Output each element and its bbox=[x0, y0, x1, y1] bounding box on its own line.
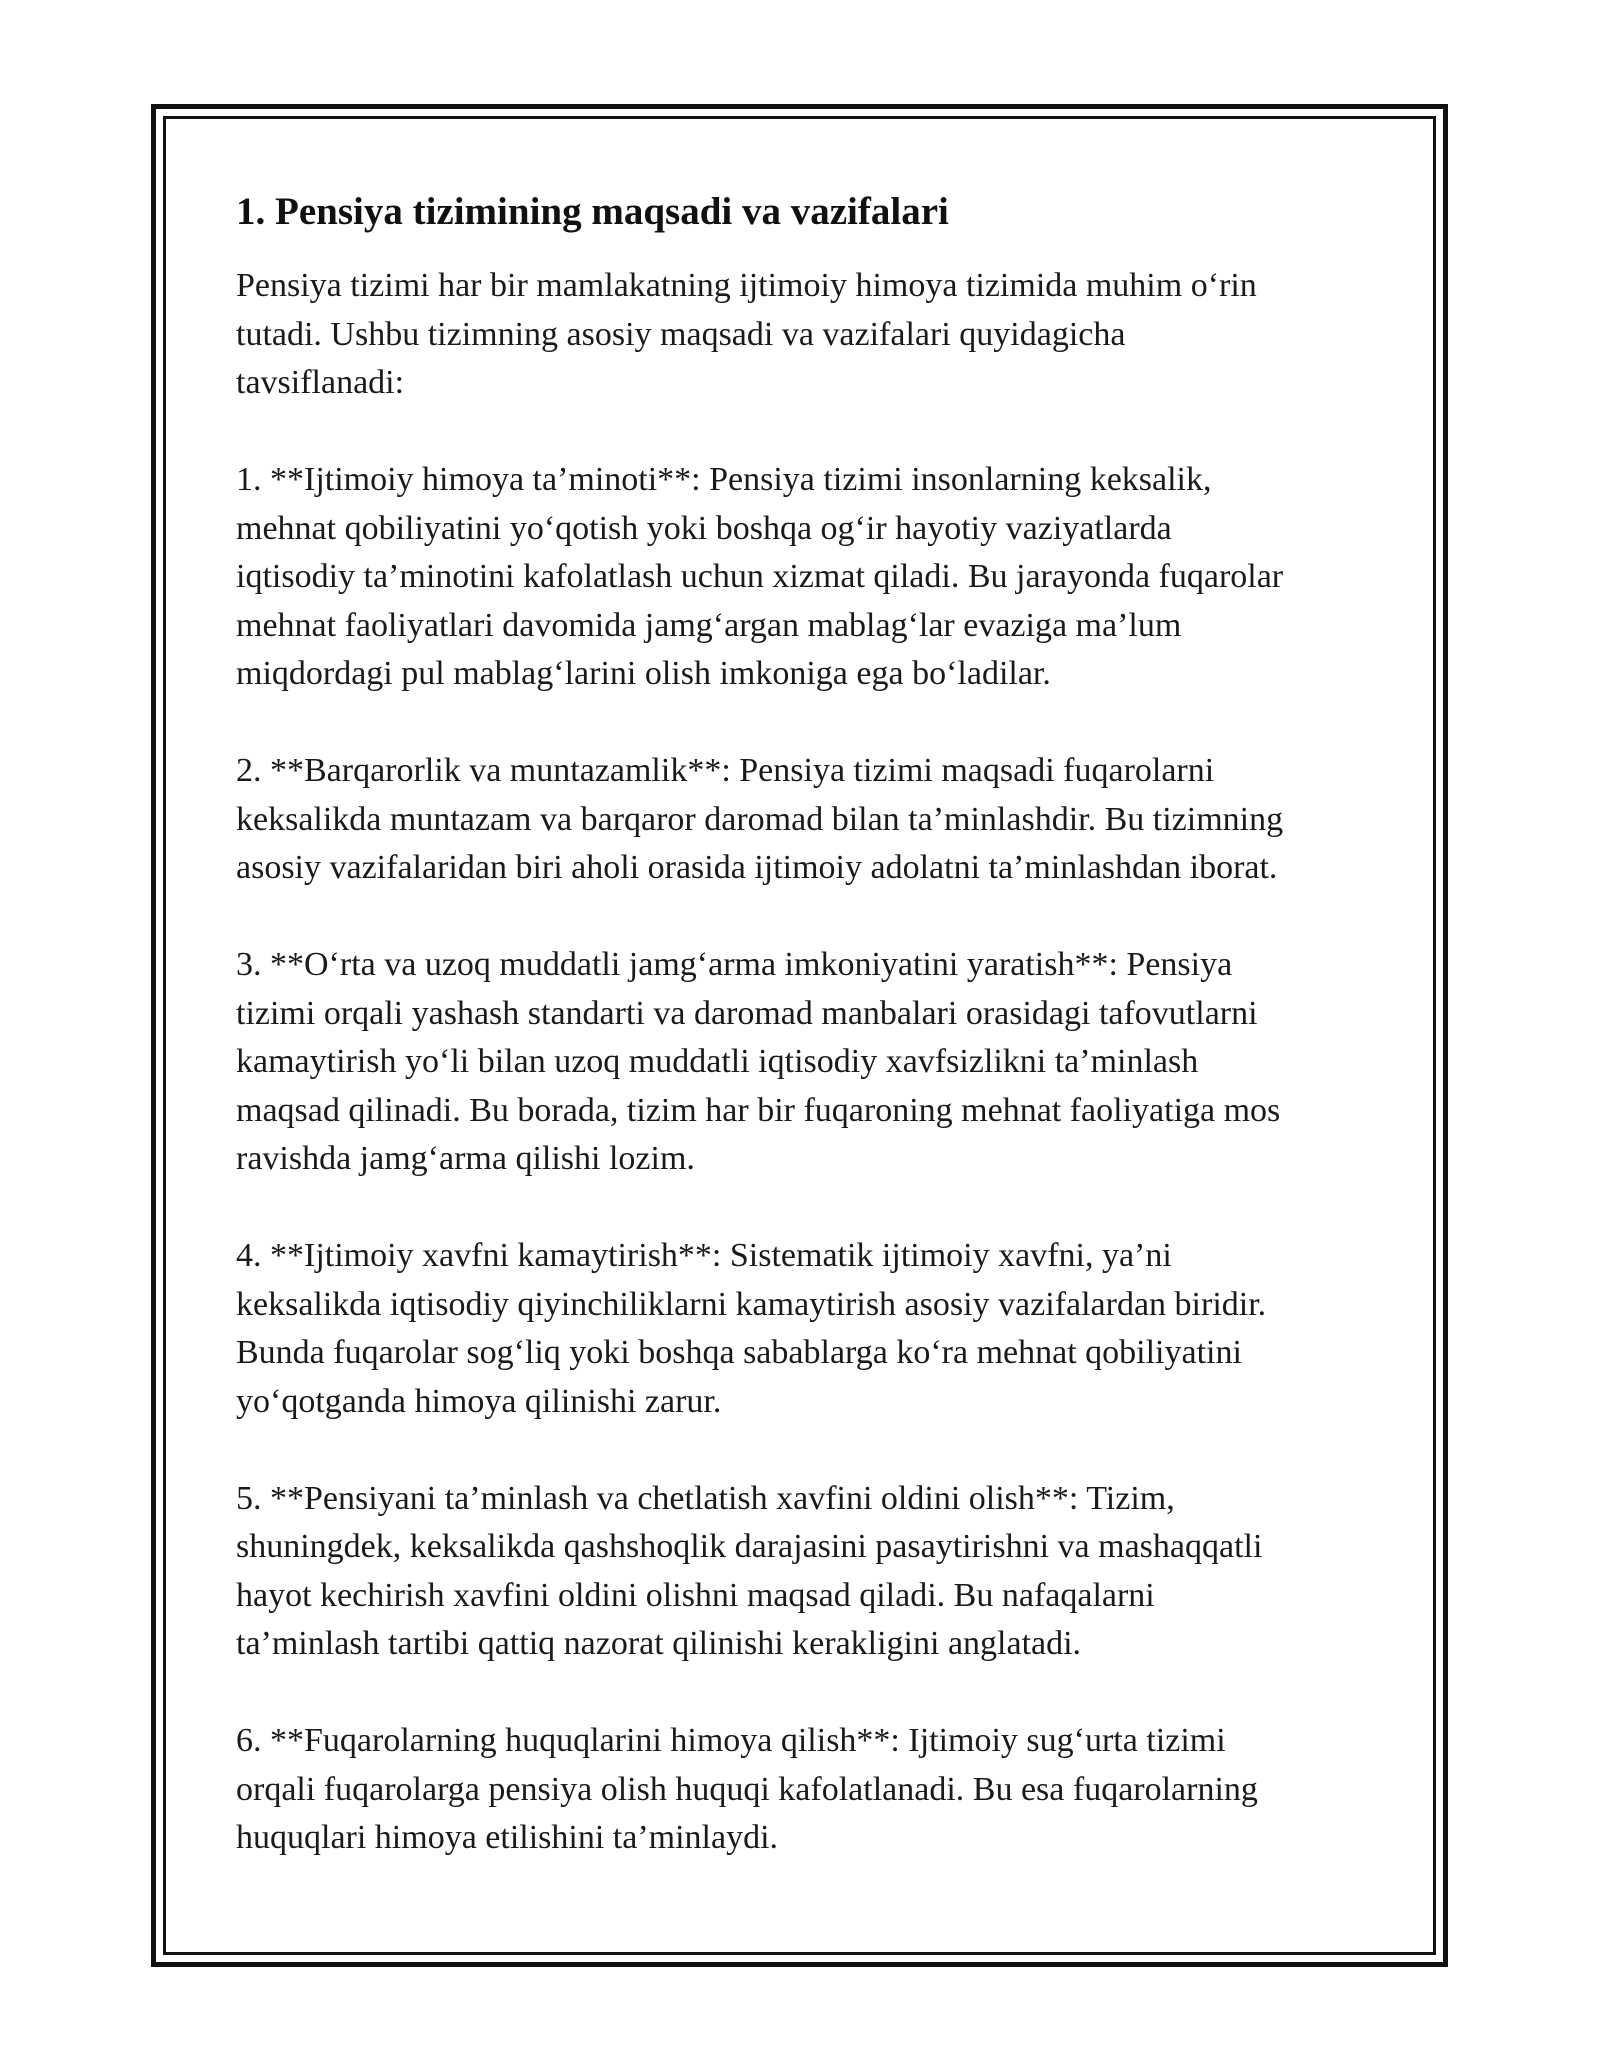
list-item-5: 5. **Pensiyani ta’minlash va chetlatish xavfini oldini olish**: Tizim, shuningdek, keksalikda qashshoqlik darajasini pasaytirishni va mashaqqatli hayot kechirish xavfini oldini olishni maqsad qiladi. Bu nafaqalarni ta’minlash tartibi qattiq nazorat qilinishi kerakligini anglatadi. bbox=[236, 1479, 1263, 1662]
list-item-1: 1. **Ijtimoiy himoya ta’minoti**: Pensiya tizimi insonlarning keksalik, mehnat qobiliyatini yo‘qotish yoki boshqa og‘ir hayotiy vaziyatlarda iqtisodiy ta’minotini kafolatlash uchun xizmat qiladi. Bu jarayonda fuqarolar mehnat faoliyatlari davomida jamg‘argan mablag‘lar evaziga ma’lum miqdordagi pul mablag‘larini olish imkoniga ega bo‘ladilar. bbox=[236, 461, 1284, 692]
list-item-2: 2. **Barqarorlik va muntazamlik**: Pensiya tizimi maqsadi fuqarolarni keksalikda muntazam va barqaror daromad bilan ta’minlashdir. Bu tizimning asosiy vazifalaridan biri aholi orasida ijtimoiy adolatni ta’minlashdan iborat. bbox=[236, 752, 1284, 886]
document-body bbox=[236, 186, 1386, 1863]
list-item-3: 3. **O‘rta va uzoq muddatli jamg‘arma imkoniyatini yaratish**: Pensiya tizimi orqali yashash standarti va daromad manbalari orasidagi tafovutlarni kamaytirish yo‘li bilan uzoq muddatli iqtisodiy xavfsizlikni ta’minlash maqsad qilinadi. Bu borada, tizim har bir fuqaroning mehnat faoliyatiga mos ravishda jamg‘arma qilishi lozim. bbox=[236, 946, 1281, 1177]
list-item-6: 6. **Fuqarolarning huquqlarini himoya qilish**: Ijtimoiy sug‘urta tizimi orqali fuqarolarga pensiya olish huquqi kafolatlanadi. Bu esa fuqarolarning huquqlari himoya etilishini ta’minlaydi. bbox=[236, 1722, 1258, 1856]
list-item-4: 4. **Ijtimoiy xavfni kamaytirish**: Sistematik ijtimoiy xavfni, ya’ni keksalikda iqtisodiy qiyinchiliklarni kamaytirish asosiy vazifalardan biridir. Bunda fuqarolar sog‘liq yoki boshqa sabablarga ko‘ra mehnat qobiliyatini yo‘qotganda himoya qilinishi zarur. bbox=[236, 1237, 1267, 1420]
document-title: 1. Pensiya tizimining maqsadi va vazifalari bbox=[236, 190, 949, 233]
intro-paragraph: Pensiya tizimi har bir mamlakatning ijtimoiy himoya tizimida muhim o‘rin tutadi. Ushbu tizimning asosiy maqsadi va vazifalari quyidagicha tavsiflanadi: bbox=[236, 267, 1257, 401]
